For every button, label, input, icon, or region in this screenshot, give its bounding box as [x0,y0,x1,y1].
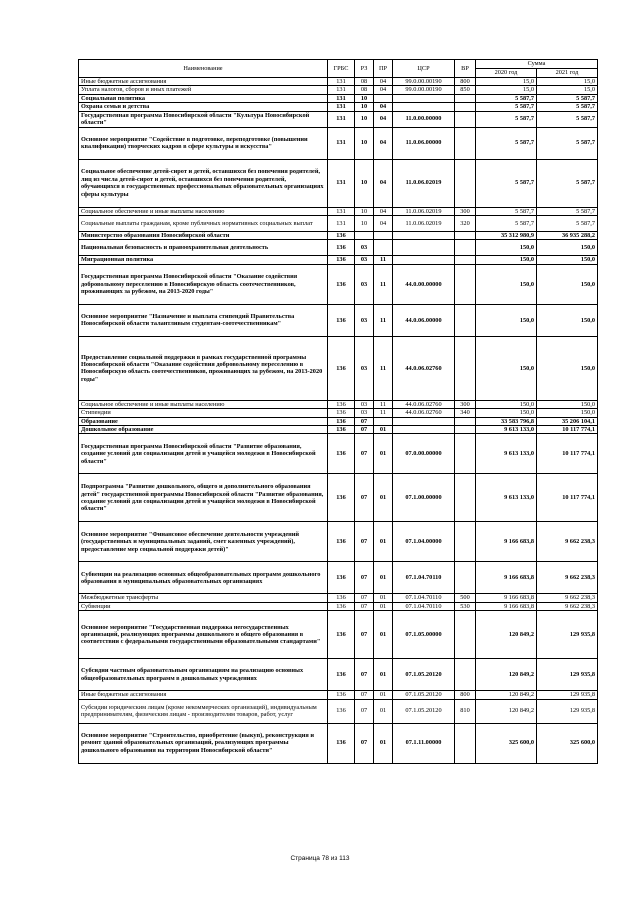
row-amount-2020: 120 849,2 [476,699,537,723]
row-csr: 07.1.05.00000 [393,611,455,659]
row-amount-2020: 15,0 [476,78,537,86]
row-grbs: 131 [328,103,355,111]
row-grbs: 136 [328,232,355,240]
row-amount-2020: 33 583 796,8 [476,417,537,425]
row-rz: 10 [355,127,374,159]
row-rz: 08 [355,86,374,94]
row-name: Основное мероприятие "Содействие в подготовке, переподготовке (повышении квалификации) творческих кадров в сфере культуры и искусства" [79,127,328,159]
row-vr [455,659,476,691]
header-csr: ЦСР [393,60,455,78]
table-row [79,409,598,417]
table-row [79,426,598,434]
row-pr: 04 [374,86,393,94]
row-name: Субсидии юридическим лицам (кроме некоммерческих организаций), индивидуальным предпринимателям, физическим лицам - производителям товаров, работ, услуг [79,699,328,723]
row-amount-2021: 36 935 288,2 [537,232,598,240]
row-csr [393,426,455,434]
row-amount-2020: 5 587,7 [476,216,537,232]
row-amount-2020: 150,0 [476,336,537,400]
row-vr [455,434,476,474]
row-amount-2021: 150,0 [537,240,598,256]
row-csr: 44.0.06.02760 [393,400,455,408]
row-amount-2021: 15,0 [537,78,598,86]
row-amount-2021: 10 117 774,1 [537,434,598,474]
row-amount-2020: 9 613 133,0 [476,474,537,522]
row-amount-2021: 9 662 238,3 [537,594,598,602]
table-row [79,111,598,127]
row-vr [455,111,476,127]
row-amount-2020: 9 166 683,8 [476,594,537,602]
row-grbs: 136 [328,336,355,400]
table-row [79,127,598,159]
row-name: Социальное обеспечение и иные выплаты населению [79,400,328,408]
row-csr: 11.0.06.02019 [393,207,455,215]
row-csr: 44.0.06.02760 [393,409,455,417]
row-amount-2020: 9 166 683,8 [476,522,537,562]
row-pr: 04 [374,103,393,111]
row-rz: 07 [355,723,374,763]
row-csr: 11.0.06.00000 [393,127,455,159]
row-grbs: 136 [328,240,355,256]
row-amount-2020: 5 587,7 [476,159,537,207]
row-name: Иные бюджетные ассигнования [79,691,328,699]
row-vr: 300 [455,207,476,215]
table-row [79,562,598,594]
row-csr: 07.1.00.00000 [393,474,455,522]
row-csr: 11.0.00.00000 [393,111,455,127]
row-vr: 340 [455,409,476,417]
row-grbs: 136 [328,602,355,610]
row-vr [455,474,476,522]
row-vr: 530 [455,602,476,610]
row-name: Миграционная политика [79,256,328,264]
row-amount-2021: 10 117 774,1 [537,426,598,434]
row-grbs: 136 [328,691,355,699]
row-name: Дошкольное образование [79,426,328,434]
row-amount-2020: 9 613 133,0 [476,434,537,474]
row-rz: 03 [355,409,374,417]
row-amount-2020: 120 849,2 [476,691,537,699]
table-row [79,611,598,659]
row-amount-2020: 150,0 [476,264,537,304]
row-rz: 03 [355,240,374,256]
row-pr: 11 [374,409,393,417]
table-row [79,159,598,207]
row-amount-2020: 35 312 980,9 [476,232,537,240]
row-vr: 320 [455,216,476,232]
table-row [79,522,598,562]
row-csr: 07.1.04.70110 [393,602,455,610]
row-rz: 10 [355,159,374,207]
row-amount-2021: 5 587,7 [537,111,598,127]
row-csr [393,103,455,111]
table-row [79,602,598,610]
row-amount-2021: 35 206 104,1 [537,417,598,425]
table-row [79,264,598,304]
row-vr: 800 [455,78,476,86]
header-year-2020: 2020 год [476,69,537,78]
row-grbs: 136 [328,611,355,659]
row-csr: 07.1.05.20120 [393,699,455,723]
table-row [79,207,598,215]
row-pr: 01 [374,611,393,659]
row-amount-2020: 5 587,7 [476,127,537,159]
row-amount-2021: 9 662 238,3 [537,602,598,610]
row-csr [393,256,455,264]
table-row [79,699,598,723]
row-grbs: 131 [328,94,355,102]
row-vr [455,336,476,400]
row-vr: 800 [455,691,476,699]
row-amount-2021: 325 600,0 [537,723,598,763]
row-name: Субвенции [79,602,328,610]
row-amount-2020: 325 600,0 [476,723,537,763]
row-csr: 44.0.06.02760 [393,336,455,400]
row-vr [455,522,476,562]
row-rz: 07 [355,602,374,610]
row-rz: 10 [355,207,374,215]
row-pr: 01 [374,594,393,602]
row-amount-2020: 9 166 683,8 [476,602,537,610]
row-vr [455,304,476,336]
row-grbs: 136 [328,723,355,763]
row-name: Социальное обеспечение детей-сирот и детей, оставшихся без попечения родителей, лиц из числа детей-сирот и детей, оставшихся без попечения родителей, обучающихся в государственных профессиональных образовательных организациях сферы культуры [79,159,328,207]
row-vr [455,256,476,264]
row-amount-2020: 120 849,2 [476,659,537,691]
row-name: Министерство образования Новосибирской области [79,232,328,240]
row-name: Государственная программа Новосибирской области "Оказание содействия добровольному переселению в Новосибирскую область соотечественников, проживающих за рубежом, на 2013-2020 годы" [79,264,328,304]
row-pr: 01 [374,426,393,434]
row-name: Государственная программа Новосибирской области "Культура Новосибирской области" [79,111,328,127]
table-row [79,400,598,408]
row-rz: 10 [355,103,374,111]
row-name: Субвенции на реализацию основных общеобразовательных программ дошкольного образования в муниципальных образовательных организациях [79,562,328,594]
row-rz: 07 [355,426,374,434]
row-rz: 10 [355,216,374,232]
table-row [79,434,598,474]
row-name: Иные бюджетные ассигнования [79,78,328,86]
row-grbs: 136 [328,594,355,602]
row-csr: 07.1.11.00000 [393,723,455,763]
row-vr [455,264,476,304]
row-amount-2021: 150,0 [537,256,598,264]
table-row [79,723,598,763]
table-row [79,240,598,256]
row-rz: 03 [355,256,374,264]
row-amount-2021: 5 587,7 [537,94,598,102]
row-pr: 01 [374,699,393,723]
row-rz: 07 [355,434,374,474]
row-amount-2021: 150,0 [537,304,598,336]
header-rz: РЗ [355,60,374,78]
row-csr: 07.1.04.70110 [393,562,455,594]
row-vr [455,127,476,159]
table-row [79,94,598,102]
row-grbs: 136 [328,264,355,304]
row-pr: 04 [374,207,393,215]
header-pr: ПР [374,60,393,78]
row-rz: 07 [355,659,374,691]
row-pr: 01 [374,602,393,610]
row-name: Государственная программа Новосибирской области "Развитие образования, создание условий для социализации детей и учащейся молодежи в Новосибирской области" [79,434,328,474]
row-csr: 11.0.06.02019 [393,159,455,207]
row-name: Основное мероприятие "Государственная поддержка негосударственных организаций, реализующих программы дошкольного и общего образования в соответствии с федеральными государственными образовательными стандартами" [79,611,328,659]
row-rz: 07 [355,594,374,602]
table-row [79,304,598,336]
row-amount-2021: 5 587,7 [537,127,598,159]
row-grbs: 136 [328,304,355,336]
row-grbs: 131 [328,207,355,215]
table-row [79,103,598,111]
row-pr: 04 [374,159,393,207]
header-year-2021: 2021 год [537,69,598,78]
table-row [79,691,598,699]
row-name: Субсидии частным образовательным организациям на реализацию основных общеобразовательных программ в дошкольных учреждениях [79,659,328,691]
row-rz: 03 [355,400,374,408]
row-vr [455,159,476,207]
row-vr [455,562,476,594]
row-grbs: 136 [328,426,355,434]
budget-table [78,59,598,764]
row-amount-2020: 150,0 [476,400,537,408]
row-name: Основное мероприятие "Финансовое обеспечение деятельности учреждений (государственных и муниципальных заданий, смет казенных учреждений), предоставление мер социальной поддержки детей)" [79,522,328,562]
row-rz: 07 [355,699,374,723]
row-rz: 07 [355,522,374,562]
row-name: Охрана семьи и детства [79,103,328,111]
row-rz: 10 [355,111,374,127]
row-csr: 07.1.05.20120 [393,659,455,691]
row-csr: 11.0.06.02019 [393,216,455,232]
row-name: Межбюджетные трансферты [79,594,328,602]
row-amount-2020: 150,0 [476,256,537,264]
table-row [79,474,598,522]
header-vr: ВР [455,60,476,78]
row-pr: 01 [374,691,393,699]
row-vr: 850 [455,86,476,94]
row-vr: 300 [455,400,476,408]
table-row [79,659,598,691]
row-vr [455,611,476,659]
row-rz: 07 [355,474,374,522]
row-grbs: 136 [328,434,355,474]
table-row [79,336,598,400]
row-pr: 01 [374,434,393,474]
header-sum: Сумма [476,60,598,69]
page-number: Страница 78 из 113 [290,855,350,862]
row-rz: 08 [355,78,374,86]
row-amount-2020: 150,0 [476,409,537,417]
row-grbs: 131 [328,111,355,127]
row-amount-2021: 10 117 774,1 [537,474,598,522]
row-amount-2021: 129 935,8 [537,699,598,723]
row-name: Стипендии [79,409,328,417]
row-name: Подпрограмма "Развитие дошкольного, общего и дополнительного образования детей" государственной программы Новосибирской области "Развитие образования, создание условий для социализации детей и учащейся молодежи в Новосибирской области" [79,474,328,522]
row-grbs: 136 [328,400,355,408]
table-body [79,78,598,764]
row-name: Образование [79,417,328,425]
row-vr [455,240,476,256]
row-csr: 07.1.04.00000 [393,522,455,562]
row-vr [455,232,476,240]
row-pr: 04 [374,216,393,232]
row-amount-2020: 5 587,7 [476,103,537,111]
row-amount-2020: 9 166 683,8 [476,562,537,594]
row-amount-2021: 129 935,8 [537,659,598,691]
row-amount-2021: 5 587,7 [537,216,598,232]
row-grbs: 136 [328,659,355,691]
table-row [79,216,598,232]
row-csr: 44.0.00.00000 [393,264,455,304]
row-grbs: 131 [328,86,355,94]
row-rz: 03 [355,264,374,304]
row-amount-2020: 5 587,7 [476,94,537,102]
row-grbs: 136 [328,409,355,417]
row-amount-2021: 9 662 238,3 [537,562,598,594]
row-amount-2021: 129 935,8 [537,691,598,699]
row-pr [374,417,393,425]
row-vr [455,103,476,111]
row-amount-2021: 150,0 [537,264,598,304]
row-pr: 01 [374,659,393,691]
row-csr: 07.1.05.20120 [393,691,455,699]
row-vr: 500 [455,594,476,602]
row-grbs: 136 [328,699,355,723]
table-row [79,78,598,86]
header-grbs: ГРБС [328,60,355,78]
row-amount-2021: 5 587,7 [537,159,598,207]
row-pr: 01 [374,723,393,763]
row-pr [374,94,393,102]
row-csr: 99.0.00.00190 [393,78,455,86]
row-amount-2021: 9 662 238,3 [537,522,598,562]
row-csr [393,417,455,425]
row-name: Предоставление социальной поддержки в рамках государственной программы Новосибирской области "Оказание содействия добровольному переселению в Новосибирскую область соотечественников, проживающих за рубежом, на 2013-2020 годы" [79,336,328,400]
row-rz: 10 [355,94,374,102]
row-grbs: 136 [328,256,355,264]
row-name: Уплата налогов, сборов и иных платежей [79,86,328,94]
row-grbs: 136 [328,562,355,594]
row-grbs: 131 [328,127,355,159]
row-pr [374,232,393,240]
row-amount-2021: 15,0 [537,86,598,94]
row-pr: 01 [374,562,393,594]
row-csr: 07.0.00.00000 [393,434,455,474]
row-name: Социальное обеспечение и иные выплаты населению [79,207,328,215]
row-rz: 07 [355,417,374,425]
row-pr: 11 [374,256,393,264]
row-grbs: 136 [328,417,355,425]
row-vr [455,94,476,102]
row-pr: 11 [374,400,393,408]
row-amount-2021: 5 587,7 [537,207,598,215]
row-csr [393,94,455,102]
row-amount-2020: 5 587,7 [476,207,537,215]
row-amount-2020: 9 613 133,0 [476,426,537,434]
row-name: Национальная безопасность и правоохранительная деятельность [79,240,328,256]
row-grbs: 136 [328,522,355,562]
row-pr [374,240,393,256]
row-amount-2020: 15,0 [476,86,537,94]
row-name: Социальные выплаты гражданам, кроме публичных нормативных социальных выплат [79,216,328,232]
table-header [79,60,598,78]
row-csr [393,232,455,240]
row-rz: 07 [355,691,374,699]
row-pr: 01 [374,522,393,562]
row-pr: 04 [374,127,393,159]
table-row [79,232,598,240]
row-vr [455,417,476,425]
row-pr: 01 [374,474,393,522]
row-amount-2021: 129 935,8 [537,611,598,659]
row-vr [455,723,476,763]
header-name: Наименование [79,60,328,78]
table-row [79,86,598,94]
row-amount-2020: 5 587,7 [476,111,537,127]
row-amount-2020: 150,0 [476,240,537,256]
row-rz: 03 [355,336,374,400]
table-row [79,256,598,264]
row-csr: 44.0.06.00000 [393,304,455,336]
table-row [79,594,598,602]
row-pr: 11 [374,336,393,400]
row-csr: 99.0.00.00190 [393,86,455,94]
row-grbs: 131 [328,216,355,232]
row-amount-2020: 150,0 [476,304,537,336]
row-rz: 03 [355,304,374,336]
row-amount-2021: 150,0 [537,336,598,400]
row-csr: 07.1.04.70110 [393,594,455,602]
row-amount-2021: 150,0 [537,400,598,408]
row-pr: 04 [374,111,393,127]
row-vr [455,426,476,434]
row-rz: 07 [355,562,374,594]
row-vr: 810 [455,699,476,723]
row-name: Социальная политика [79,94,328,102]
row-grbs: 131 [328,159,355,207]
row-rz [355,232,374,240]
row-name: Основное мероприятие "Назначение и выплата стипендий Правительства Новосибирской области талантливым студентам-соотечественникам" [79,304,328,336]
row-name: Основное мероприятие "Строительство, приобретение (выкуп), реконструкция и ремонт зданий образовательных организаций, реализующих программы дошкольного образования на территории Новосибирской области" [79,723,328,763]
row-pr: 11 [374,264,393,304]
row-csr [393,240,455,256]
row-amount-2020: 120 849,2 [476,611,537,659]
row-grbs: 136 [328,474,355,522]
row-pr: 11 [374,304,393,336]
row-rz: 07 [355,611,374,659]
row-grbs: 131 [328,78,355,86]
table-row [79,417,598,425]
row-amount-2021: 5 587,7 [537,103,598,111]
row-amount-2021: 150,0 [537,409,598,417]
row-pr: 04 [374,78,393,86]
